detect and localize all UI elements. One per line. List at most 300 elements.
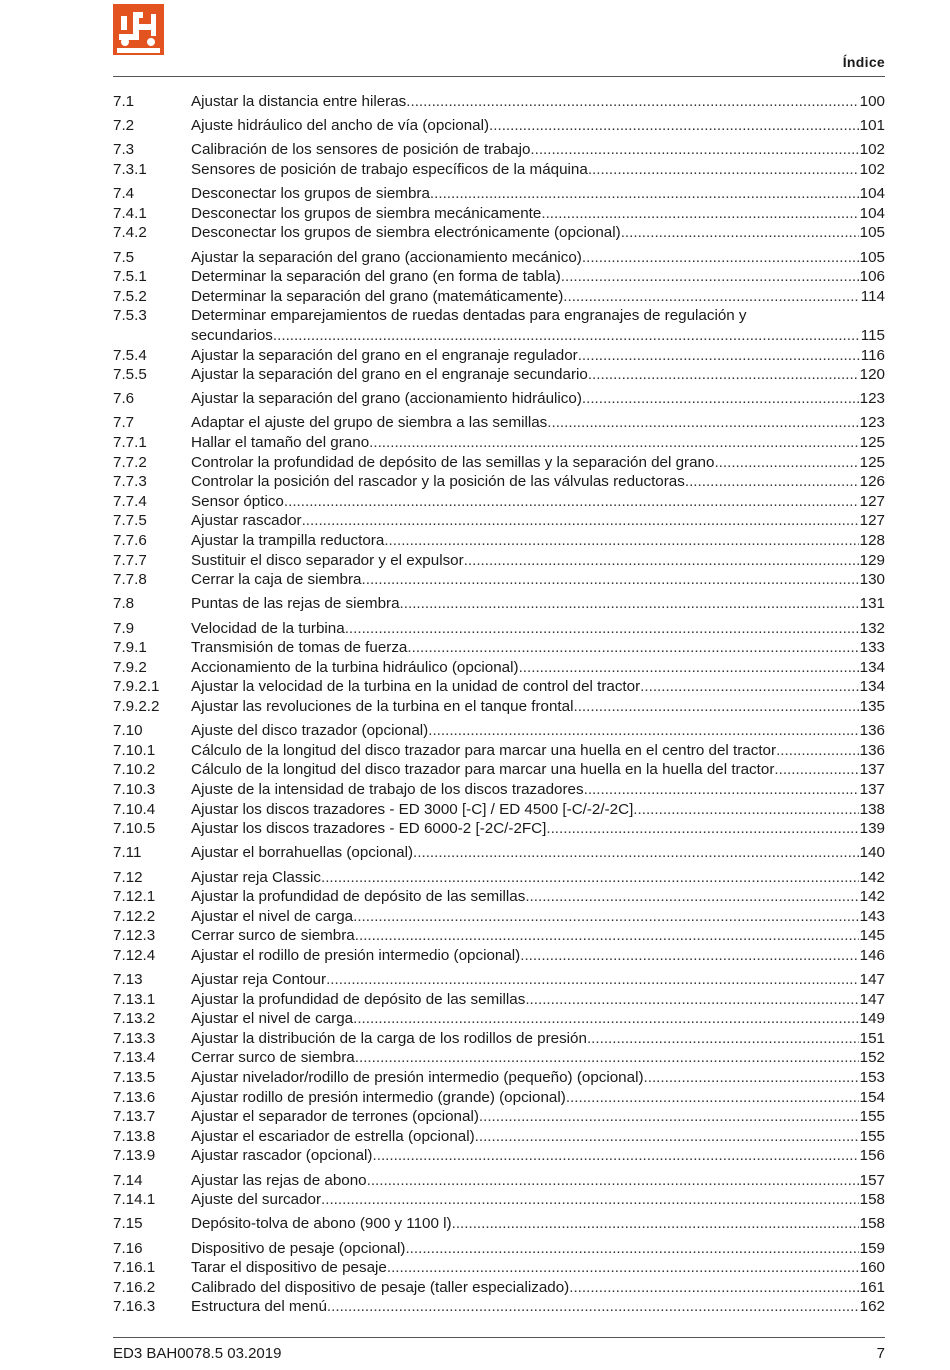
toc-entry-page: 143 xyxy=(859,907,885,925)
toc-entry-title-wrap xyxy=(191,1088,859,1108)
dot-leader xyxy=(406,92,858,112)
toc-entry-title: Hallar el tamaño del grano xyxy=(191,434,370,452)
dot-leader xyxy=(362,570,859,590)
toc-entry-title-wrap xyxy=(191,492,859,512)
dot-leader xyxy=(489,116,859,136)
toc-entry-number: 7.12.1 xyxy=(113,888,156,906)
toc-entry-title: Depósito-tolva de abono (900 y 1100 l) xyxy=(191,1215,452,1233)
dot-leader xyxy=(541,204,858,224)
toc-entry-page: 135 xyxy=(859,697,885,715)
toc-entry-page: 106 xyxy=(859,268,885,286)
toc-entry-title-wrap xyxy=(191,780,859,800)
toc-entry[interactable] xyxy=(113,92,885,112)
toc-entry-title-wrap xyxy=(191,248,859,268)
toc-entry-title: Ajustar los discos trazadores - ED 3000 [-C] / ED 4500 [-C/-2/-2C] xyxy=(191,800,634,818)
toc-entry[interactable] xyxy=(113,1009,885,1029)
toc-entry-title-wrap xyxy=(191,800,859,820)
table-of-contents xyxy=(113,92,885,1322)
toc-entry[interactable] xyxy=(113,346,885,366)
dot-leader xyxy=(573,697,858,717)
toc-entry[interactable] xyxy=(113,1048,885,1068)
dot-leader xyxy=(547,413,858,433)
dot-leader xyxy=(563,287,860,307)
toc-entry-title-wrap xyxy=(191,1171,859,1191)
dot-leader xyxy=(525,990,858,1010)
toc-entry-title: Ajustar reja Contour xyxy=(191,971,327,989)
toc-entry-title: Desconectar los grupos de siembra xyxy=(191,185,430,203)
toc-entry-page: 104 xyxy=(859,204,885,222)
toc-entry-page: 140 xyxy=(859,844,885,862)
toc-entry-number: 7.5 xyxy=(113,248,135,266)
toc-entry-title-wrap xyxy=(191,116,859,136)
toc-entry-title: Calibración de los sensores de posición de trabajo xyxy=(191,141,531,159)
dot-leader xyxy=(452,1214,859,1234)
toc-entry[interactable] xyxy=(113,1107,885,1127)
toc-entry[interactable] xyxy=(113,116,885,136)
toc-entry[interactable] xyxy=(113,721,885,741)
toc-group xyxy=(113,619,885,717)
toc-entry-number: 7.14.1 xyxy=(113,1191,156,1209)
toc-group xyxy=(113,721,885,839)
toc-entry-number: 7.13 xyxy=(113,971,143,989)
toc-entry[interactable] xyxy=(113,619,885,639)
toc-entry-title-wrap xyxy=(191,990,859,1010)
toc-group xyxy=(113,140,885,179)
toc-entry-title-wrap xyxy=(191,677,859,697)
toc-entry-title-wrap xyxy=(191,267,859,287)
toc-entry-title: Ajuste del disco trazador (opcional) xyxy=(191,722,429,740)
toc-entry[interactable] xyxy=(113,365,885,385)
toc-entry[interactable] xyxy=(113,160,885,180)
toc-group xyxy=(113,1171,885,1210)
toc-group xyxy=(113,1239,885,1317)
toc-entry-number: 7.10.2 xyxy=(113,761,156,779)
dot-leader xyxy=(569,1278,858,1298)
toc-entry-page: 139 xyxy=(859,820,885,838)
toc-entry-number: 7.6 xyxy=(113,390,135,408)
toc-entry[interactable] xyxy=(113,389,885,409)
dot-leader xyxy=(588,365,859,385)
toc-entry-title-wrap xyxy=(191,140,859,160)
dot-leader xyxy=(428,721,858,741)
toc-entry-number: 7.7.3 xyxy=(113,473,147,491)
dot-leader xyxy=(321,868,859,888)
toc-entry-title: Sensor óptico xyxy=(191,492,284,510)
toc-entry[interactable] xyxy=(113,1297,885,1317)
toc-entry[interactable] xyxy=(113,1088,885,1108)
dot-leader xyxy=(587,1029,859,1049)
toc-entry-title-wrap xyxy=(191,619,859,639)
toc-entry-number: 7.12.3 xyxy=(113,927,156,945)
dot-leader xyxy=(525,887,858,907)
toc-entry-page: 155 xyxy=(859,1127,885,1145)
toc-entry-page: 146 xyxy=(859,946,885,964)
toc-group xyxy=(113,248,885,385)
toc-entry-number: 7.13.9 xyxy=(113,1147,156,1165)
toc-entry-title-wrap xyxy=(191,287,860,307)
toc-entry[interactable] xyxy=(113,658,885,678)
toc-entry-number: 7.16 xyxy=(113,1239,143,1257)
dot-leader xyxy=(774,760,858,780)
toc-entry-page: 120 xyxy=(859,366,885,384)
toc-entry-title-wrap xyxy=(191,1009,859,1029)
tractor-logo-icon xyxy=(113,4,164,55)
dot-leader xyxy=(776,741,859,761)
toc-group xyxy=(113,413,885,589)
footer-doc-id: ED3 BAH0078.5 03.2019 xyxy=(113,1345,282,1362)
dot-leader xyxy=(519,658,859,678)
toc-group xyxy=(113,1214,885,1234)
toc-entry-page: 142 xyxy=(859,888,885,906)
toc-entry-number: 7.7.4 xyxy=(113,492,147,510)
amazone-logo xyxy=(113,4,164,55)
toc-group xyxy=(113,868,885,966)
toc-entry-number: 7.10.5 xyxy=(113,820,156,838)
toc-entry-title-wrap xyxy=(191,1190,859,1210)
toc-entry-number: 7.8 xyxy=(113,595,135,613)
toc-entry-page: 100 xyxy=(859,93,885,110)
toc-entry-page: 105 xyxy=(859,224,885,242)
toc-entry-page: 105 xyxy=(859,248,885,266)
dot-leader xyxy=(588,160,859,180)
toc-entry[interactable] xyxy=(113,531,885,551)
toc-entry[interactable] xyxy=(113,492,885,512)
toc-entry-title-wrap xyxy=(191,926,859,946)
toc-entry[interactable] xyxy=(113,287,885,307)
toc-entry-number: 7.4.1 xyxy=(113,204,147,222)
dot-leader xyxy=(566,1088,859,1108)
toc-entry[interactable] xyxy=(113,1127,885,1147)
toc-entry-number: 7.7.2 xyxy=(113,453,147,471)
toc-entry-title-wrap xyxy=(191,1278,859,1298)
toc-entry[interactable] xyxy=(113,1278,885,1298)
toc-entry-number: 7.16.1 xyxy=(113,1259,156,1277)
dot-leader xyxy=(714,453,858,473)
toc-entry-page: 125 xyxy=(859,434,885,452)
toc-entry-title-wrap xyxy=(191,92,859,112)
toc-entry-page: 147 xyxy=(859,990,885,1008)
toc-group xyxy=(113,594,885,614)
toc-entry[interactable] xyxy=(113,267,885,287)
toc-entry-number: 7.9.2.1 xyxy=(113,678,160,696)
toc-entry-title: Ajuste hidráulico del ancho de vía (opcional) xyxy=(191,117,490,135)
toc-entry-number: 7.10.3 xyxy=(113,780,156,798)
toc-entry-title-wrap xyxy=(191,721,859,741)
toc-entry-page: 158 xyxy=(859,1191,885,1209)
toc-entry-title-wrap xyxy=(191,1258,859,1278)
toc-entry-title: Cálculo de la longitud del disco trazador para marcar una huella en el centro del tractor xyxy=(191,741,777,759)
toc-entry-title-wrap xyxy=(191,658,859,678)
toc-entry[interactable] xyxy=(113,223,885,243)
toc-entry[interactable] xyxy=(113,551,885,571)
dot-leader xyxy=(353,1009,859,1029)
toc-entry-page: 130 xyxy=(859,571,885,589)
toc-entry[interactable] xyxy=(113,887,885,907)
toc-entry-title: Ajustar la separación del grano (accionamiento hidráulico) xyxy=(191,390,582,408)
dot-leader xyxy=(355,1048,859,1068)
toc-entry-title: Dispositivo de pesaje (opcional) xyxy=(191,1239,406,1257)
toc-entry-title-wrap xyxy=(191,346,860,366)
dot-leader xyxy=(582,389,859,409)
toc-entry-title-wrap xyxy=(191,1029,859,1049)
toc-entry-title: Ajustar la separación del grano en el engranaje secundario xyxy=(191,366,588,384)
toc-entry-number: 7.4.2 xyxy=(113,224,147,242)
toc-entry[interactable] xyxy=(113,926,885,946)
toc-entry-page: 114 xyxy=(860,287,885,305)
toc-entry-title: Adaptar el ajuste del grupo de siembra a las semillas xyxy=(191,414,548,432)
toc-entry-title-wrap xyxy=(191,868,859,888)
toc-entry-page: 128 xyxy=(859,532,885,550)
toc-entry[interactable] xyxy=(113,800,885,820)
footer-page-number: 7 xyxy=(876,1345,885,1362)
toc-entry-page: 134 xyxy=(859,658,885,676)
toc-entry-title-wrap xyxy=(191,413,859,433)
toc-entry[interactable] xyxy=(113,511,885,531)
dot-leader xyxy=(520,946,858,966)
toc-entry-number: 7.13.6 xyxy=(113,1088,156,1106)
toc-entry-number: 7.16.2 xyxy=(113,1278,156,1296)
toc-entry-page: 156 xyxy=(859,1147,885,1165)
dot-leader xyxy=(373,1146,859,1166)
toc-entry-title: Determinar la separación del grano (en forma de tabla) xyxy=(191,268,561,286)
toc-entry-title-wrap xyxy=(191,160,859,180)
dot-leader xyxy=(405,1239,858,1259)
toc-entry-title-wrap xyxy=(191,1239,859,1259)
toc-entry[interactable] xyxy=(113,1068,885,1088)
toc-entry-number: 7.5.2 xyxy=(113,287,147,305)
toc-entry-number: 7.16.3 xyxy=(113,1298,156,1316)
dot-leader xyxy=(321,1190,859,1210)
dot-leader xyxy=(640,677,859,697)
toc-entry-title: Cerrar surco de siembra xyxy=(191,927,355,945)
dot-leader xyxy=(464,551,859,571)
toc-entry-page: 149 xyxy=(859,1010,885,1028)
toc-entry-title: Ajustar las revoluciones de la turbina en el tanque frontal xyxy=(191,697,574,715)
toc-entry-title: Ajustar el borrahuellas (opcional) xyxy=(191,844,414,862)
dot-leader xyxy=(326,970,859,990)
toc-entry-number: 7.13.1 xyxy=(113,990,156,1008)
toc-entry[interactable] xyxy=(113,970,885,990)
toc-entry-number: 7.7.7 xyxy=(113,551,147,569)
toc-entry[interactable] xyxy=(113,1214,885,1234)
toc-entry-page: 104 xyxy=(859,185,885,203)
toc-entry-page: 123 xyxy=(859,390,885,408)
toc-entry-page: 160 xyxy=(859,1259,885,1277)
toc-entry-title: Controlar la profundidad de depósito de las semillas y la separación del grano xyxy=(191,453,715,471)
toc-entry-number: 7.7.8 xyxy=(113,571,147,589)
toc-entry-number: 7.13.7 xyxy=(113,1108,156,1126)
toc-entry-title: Ajuste de la intensidad de trabajo de los discos trazadores xyxy=(191,780,584,798)
dot-leader xyxy=(530,140,858,160)
toc-entry-page: 129 xyxy=(859,551,885,569)
toc-entry-title: Ajustar la velocidad de la turbina en la unidad de control del tractor xyxy=(191,678,641,696)
dot-leader xyxy=(327,1297,859,1317)
dot-leader xyxy=(584,780,859,800)
toc-entry[interactable] xyxy=(113,1146,885,1166)
toc-group xyxy=(113,970,885,1166)
toc-entry-page: 133 xyxy=(859,639,885,657)
toc-entry-title-wrap xyxy=(191,697,859,717)
dot-leader xyxy=(582,248,859,268)
toc-entry-title-wrap xyxy=(191,741,859,761)
toc-entry-number: 7.7.1 xyxy=(113,434,147,452)
toc-entry-title-wrap xyxy=(191,453,859,473)
toc-entry-page: 147 xyxy=(859,971,885,989)
toc-entry-title-wrap xyxy=(191,760,859,780)
toc-entry-page: 153 xyxy=(859,1069,885,1087)
dot-leader xyxy=(400,594,859,614)
toc-entry[interactable] xyxy=(113,990,885,1010)
toc-entry-title-wrap xyxy=(191,907,859,927)
toc-entry-page: 102 xyxy=(859,160,885,178)
toc-entry-title: Ajustar el separador de terrones (opcional) xyxy=(191,1108,479,1126)
toc-entry-title: Desconectar los grupos de siembra electrónicamente (opcional) xyxy=(191,224,621,242)
toc-entry-number: 7.13.2 xyxy=(113,1010,156,1028)
toc-entry-number: 7.11 xyxy=(113,844,142,862)
toc-entry-page: 125 xyxy=(859,453,885,471)
toc-entry-page: 127 xyxy=(859,492,885,510)
toc-entry[interactable] xyxy=(113,204,885,224)
toc-entry-page: 136 xyxy=(859,741,885,759)
toc-entry[interactable] xyxy=(113,184,885,204)
toc-entry-title-wrap xyxy=(191,1127,859,1147)
toc-entry-number: 7.15 xyxy=(113,1215,143,1233)
toc-entry-page: 159 xyxy=(859,1239,885,1257)
toc-entry-number: 7.10 xyxy=(113,722,143,740)
toc-entry-page: 101 xyxy=(859,117,885,135)
toc-entry-page: 131 xyxy=(859,595,885,613)
toc-entry[interactable] xyxy=(113,1239,885,1259)
dot-leader xyxy=(367,1171,859,1191)
toc-entry-title: Ajustar nivelador/rodillo de presión intermedio (pequeño) (opcional) xyxy=(191,1069,644,1087)
toc-entry-title: Ajustar la separación del grano en el engranaje regulador xyxy=(191,346,578,364)
toc-entry-page: 152 xyxy=(859,1049,885,1067)
footer-divider xyxy=(113,1337,885,1338)
toc-entry-number: 7.3.1 xyxy=(113,160,147,178)
toc-entry-page: 158 xyxy=(859,1215,885,1233)
toc-entry-title: Ajustar el nivel de carga xyxy=(191,907,354,925)
toc-entry-title-wrap xyxy=(191,594,859,614)
toc-entry[interactable] xyxy=(113,306,885,345)
toc-entry-number: 7.9 xyxy=(113,619,135,637)
dot-leader xyxy=(685,472,859,492)
toc-entry-title-wrap xyxy=(191,365,859,385)
toc-entry-title: Determinar emparejamientos de ruedas dentadas para engranajes de regulación y xyxy=(191,307,747,325)
dot-leader xyxy=(387,1258,859,1278)
toc-group xyxy=(113,184,885,243)
toc-entry-title-wrap xyxy=(191,204,859,224)
toc-entry-title: Ajustar el rodillo de presión intermedio (opcional) xyxy=(191,946,521,964)
toc-entry-number: 7.12 xyxy=(113,868,143,886)
dot-leader xyxy=(302,511,859,531)
toc-entry-page: 126 xyxy=(859,473,885,491)
toc-entry[interactable] xyxy=(113,868,885,888)
toc-entry[interactable] xyxy=(113,472,885,492)
toc-entry[interactable] xyxy=(113,760,885,780)
toc-entry[interactable] xyxy=(113,677,885,697)
toc-entry-title: Estructura del menú xyxy=(191,1298,327,1316)
dot-leader xyxy=(384,531,858,551)
toc-entry-title-wrap xyxy=(191,1068,859,1088)
toc-entry[interactable] xyxy=(113,697,885,717)
toc-entry[interactable] xyxy=(113,843,885,863)
toc-entry-title: Ajustar la profundidad de depósito de las semillas xyxy=(191,990,526,1008)
toc-entry-title-wrap xyxy=(191,946,859,966)
toc-entry-number: 7.3 xyxy=(113,141,135,159)
toc-entry-title-wrap xyxy=(191,223,859,243)
toc-entry-title-wrap xyxy=(191,819,859,839)
toc-entry[interactable] xyxy=(113,819,885,839)
toc-entry[interactable] xyxy=(113,570,885,590)
toc-entry-number: 7.13.3 xyxy=(113,1029,156,1047)
toc-entry-page: 155 xyxy=(859,1108,885,1126)
toc-entry[interactable] xyxy=(113,1029,885,1049)
toc-entry[interactable] xyxy=(113,946,885,966)
toc-entry-title: Tarar el dispositivo de pesaje xyxy=(191,1259,387,1277)
toc-entry[interactable] xyxy=(113,741,885,761)
toc-entry-number: 7.13.5 xyxy=(113,1069,156,1087)
toc-entry-title-wrap xyxy=(191,1048,859,1068)
toc-entry-title-wrap xyxy=(191,1297,859,1317)
toc-entry-title: Calibrado del dispositivo de pesaje (taller especializado) xyxy=(191,1278,570,1296)
toc-entry-number: 7.9.2.2 xyxy=(113,697,160,715)
toc-entry-number: 7.10.1 xyxy=(113,741,156,759)
toc-entry[interactable] xyxy=(113,780,885,800)
toc-entry-title: Desconectar los grupos de siembra mecánicamente xyxy=(191,204,542,222)
toc-entry-title: Controlar la posición del rascador y la posición de las válvulas reductoras xyxy=(191,473,685,491)
toc-entry-page: 151 xyxy=(859,1029,885,1047)
toc-entry-title-wrap xyxy=(191,970,859,990)
toc-entry-title-wrap xyxy=(191,638,859,658)
toc-entry-title-wrap xyxy=(191,1107,859,1127)
toc-entry-title-continued: secundarios xyxy=(191,326,273,344)
toc-entry-page: 102 xyxy=(859,141,885,159)
toc-entry[interactable] xyxy=(113,638,885,658)
toc-entry[interactable] xyxy=(113,594,885,614)
toc-entry-title: Ajustar rodillo de presión intermedio (grande) (opcional) xyxy=(191,1088,566,1106)
toc-entry-page: 138 xyxy=(859,800,885,818)
toc-entry-number: 7.9.2 xyxy=(113,658,147,676)
dot-leader xyxy=(546,819,858,839)
toc-entry[interactable] xyxy=(113,453,885,473)
toc-entry[interactable] xyxy=(113,1171,885,1191)
toc-entry[interactable] xyxy=(113,413,885,433)
toc-entry-number: 7.7.6 xyxy=(113,532,147,550)
toc-entry-number: 7.5.5 xyxy=(113,366,147,384)
toc-entry[interactable] xyxy=(113,433,885,453)
dot-leader xyxy=(475,1127,859,1147)
toc-entry-page: 116 xyxy=(860,346,885,364)
toc-entry-title: Ajustar la profundidad de depósito de las semillas xyxy=(191,888,526,906)
toc-entry[interactable] xyxy=(113,1258,885,1278)
dot-leader xyxy=(413,843,859,863)
toc-entry[interactable] xyxy=(113,140,885,160)
toc-entry-page: 134 xyxy=(859,678,885,696)
toc-entry-title: Ajustar los discos trazadores - ED 6000-2 [-2C/-2FC] xyxy=(191,820,547,838)
toc-entry-page: 154 xyxy=(859,1088,885,1106)
dot-leader xyxy=(369,433,859,453)
toc-entry-title: Ajustar la trampilla reductora xyxy=(191,532,385,550)
toc-entry[interactable] xyxy=(113,248,885,268)
toc-entry-title: Determinar la separación del grano (matemáticamente) xyxy=(191,287,564,305)
dot-leader xyxy=(430,184,859,204)
toc-entry-title: Ajustar las rejas de abono xyxy=(191,1171,367,1189)
toc-group xyxy=(113,389,885,409)
toc-entry-title: Ajuste del surcador xyxy=(191,1191,322,1209)
toc-entry[interactable] xyxy=(113,1190,885,1210)
toc-entry[interactable] xyxy=(113,907,885,927)
toc-entry-title: Ajustar reja Classic xyxy=(191,868,321,886)
